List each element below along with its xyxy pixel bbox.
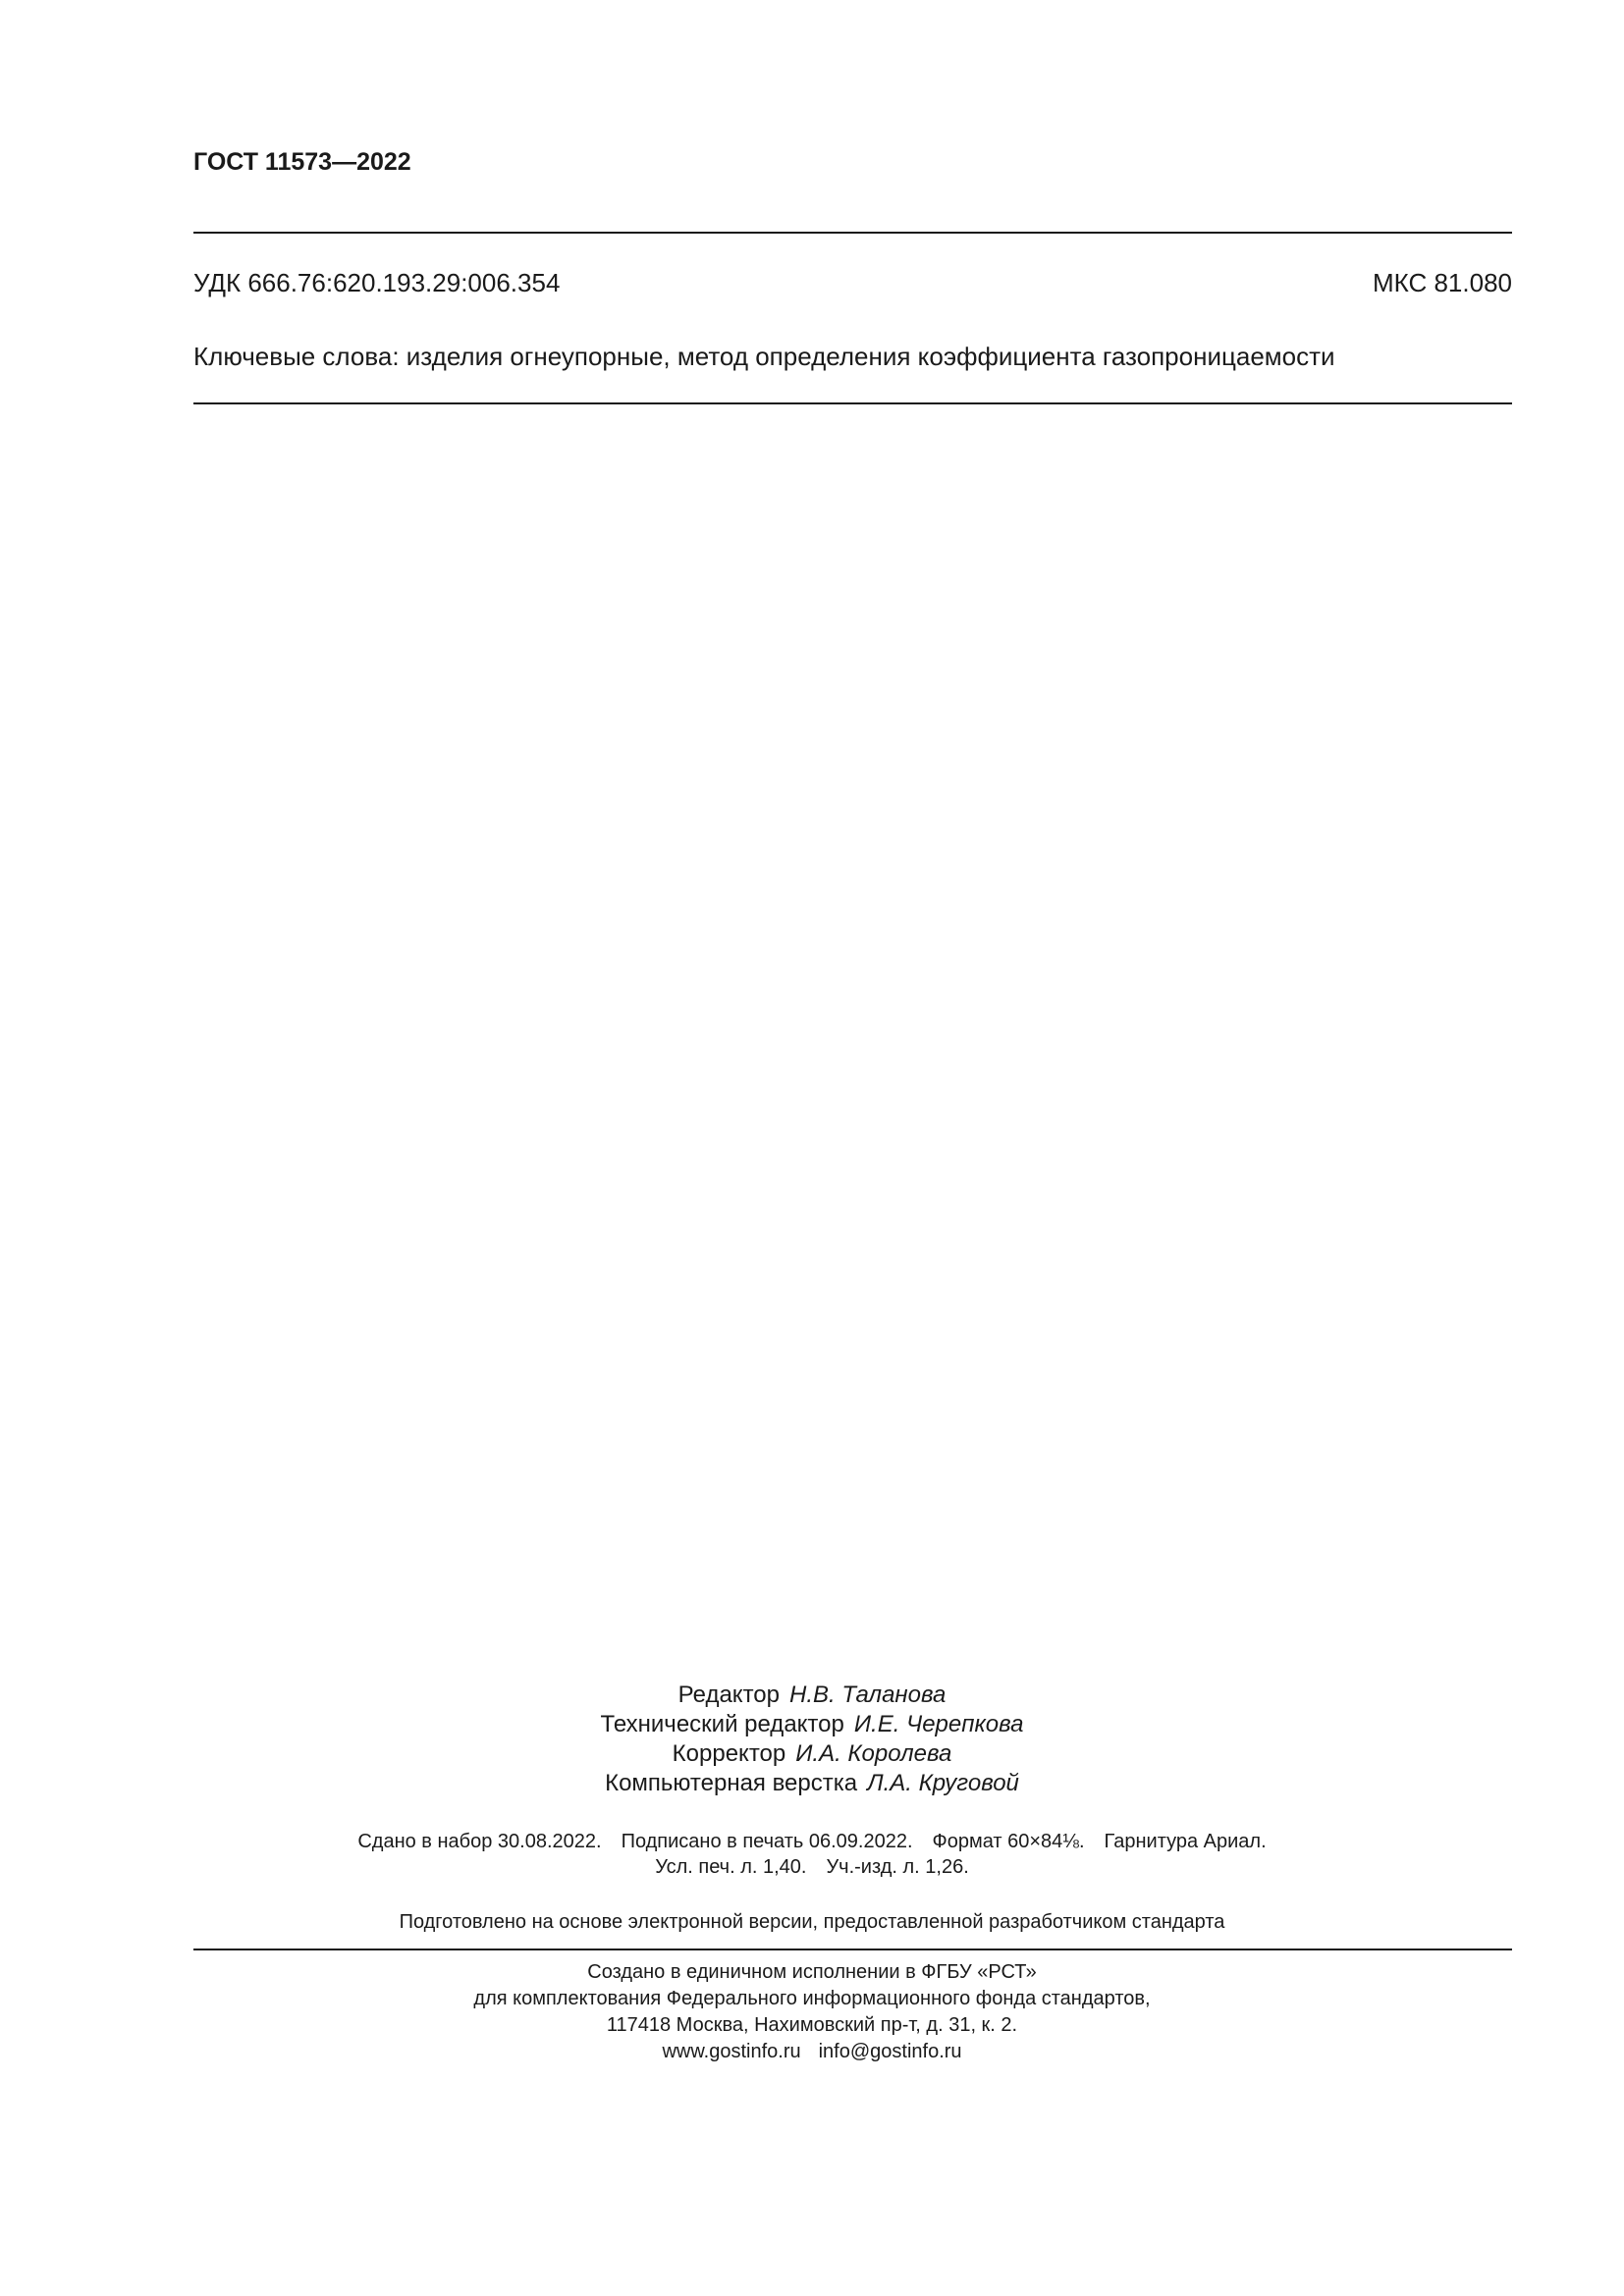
udk-code: УДК 666.76:620.193.29:006.354 — [193, 268, 561, 297]
footer-line-3: 117418 Москва, Нахимовский пр-т, д. 31, к. 2. — [606, 2014, 1018, 2036]
credit-role: Технический редактор — [600, 1711, 844, 1737]
footer-contacts — [0, 2039, 1624, 2065]
credit-name: И.Е. Черепкова — [853, 1711, 1024, 1737]
credit-name: Н.В. Таланова — [788, 1682, 947, 1708]
printed-sheets: Усл. печ. л. 1,40. — [655, 1856, 807, 1878]
prepared-note: Подготовлено на основе электронной версии, предоставленной разработчиком стандарта — [399, 1911, 1225, 1933]
credit-editor — [0, 1681, 1624, 1710]
credit-role: Редактор — [677, 1682, 780, 1708]
publication-line-1 — [0, 1829, 1624, 1854]
footer-block — [0, 1959, 1624, 2065]
credit-technical-editor — [0, 1710, 1624, 1739]
paper-format: Формат 60×84⅛. — [932, 1831, 1085, 1852]
typeset-date: Сдано в набор 30.08.2022. — [357, 1831, 602, 1852]
footer-divider — [193, 1949, 1512, 1950]
publication-line-2 — [0, 1854, 1624, 1880]
standard-number: ГОСТ 11573—2022 — [193, 148, 411, 176]
credit-name: И.А. Королева — [795, 1740, 952, 1767]
credit-layout — [0, 1769, 1624, 1798]
keywords-divider — [193, 402, 1512, 404]
publisher-sheets: Уч.-изд. л. 1,26. — [826, 1856, 969, 1878]
credits-block — [0, 1681, 1624, 1798]
website-link[interactable]: www.gostinfo.ru — [662, 2041, 801, 2062]
credit-role: Компьютерная верстка — [605, 1770, 858, 1796]
keywords: Ключевые слова: изделия огнеупорные, метод определения коэффициента газопроницаемости — [193, 342, 1335, 371]
footer-line-1: Создано в единичном исполнении в ФГБУ «РСТ» — [587, 1961, 1037, 1983]
footer-line-2: для комплектования Федерального информационного фонда стандартов, — [473, 1988, 1151, 2009]
credit-role: Корректор — [672, 1740, 786, 1767]
credit-name: Л.А. Круговой — [867, 1770, 1019, 1796]
typeface: Гарнитура Ариал. — [1104, 1831, 1267, 1852]
publication-details — [0, 1829, 1624, 1880]
email-link[interactable]: info@gostinfo.ru — [818, 2041, 962, 2062]
credit-proofreader — [0, 1739, 1624, 1769]
top-divider — [193, 232, 1512, 234]
print-date: Подписано в печать 06.09.2022. — [621, 1831, 913, 1852]
mks-code: МКС 81.080 — [1372, 268, 1512, 297]
